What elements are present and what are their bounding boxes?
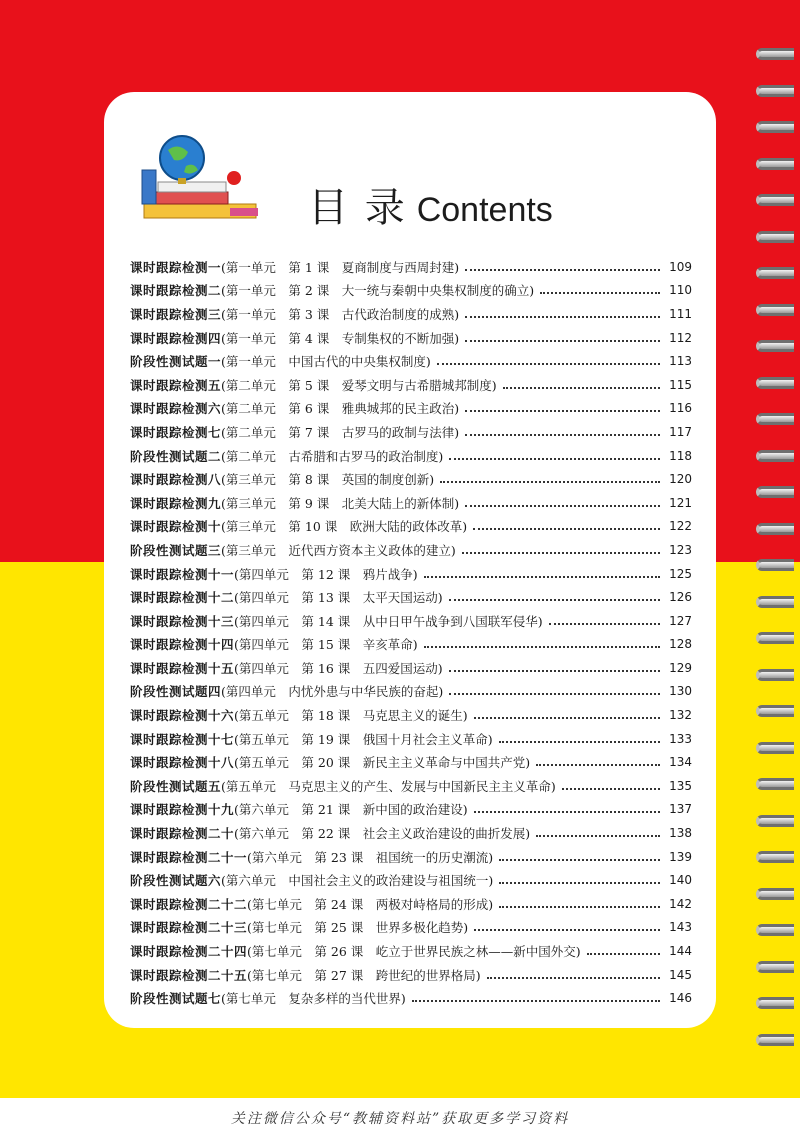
spiral-ring bbox=[756, 377, 794, 389]
dot-leader bbox=[474, 717, 660, 719]
spiral-ring bbox=[756, 961, 794, 973]
toc-entry-heading: 课时跟踪检测四 bbox=[130, 330, 222, 346]
spiral-ring bbox=[756, 669, 794, 681]
dot-leader bbox=[440, 481, 660, 483]
toc-entry-heading: 课时跟踪检测八 bbox=[130, 472, 222, 488]
toc-entry-page: 135 bbox=[669, 778, 692, 793]
toc-entry-detail: (第一单元 中国古代的中央集权制度) bbox=[221, 354, 431, 370]
toc-entry-page: 128 bbox=[669, 637, 692, 652]
toc-entry[interactable] bbox=[130, 349, 692, 373]
dot-leader bbox=[465, 340, 660, 342]
toc-entry-detail: (第五单元 第 19 课 俄国十月社会主义革命) bbox=[234, 731, 493, 747]
title-cn: 目 录 bbox=[308, 185, 407, 231]
toc-entry[interactable] bbox=[130, 444, 692, 468]
spiral-ring bbox=[756, 705, 794, 717]
toc-entry[interactable] bbox=[130, 868, 692, 892]
toc-entry-page: 122 bbox=[669, 519, 692, 534]
dot-leader bbox=[465, 505, 660, 507]
toc-entry-heading: 课时跟踪检测七 bbox=[130, 424, 222, 440]
toc-entry-page: 130 bbox=[669, 684, 692, 699]
toc-entry-detail: (第二单元 第 5 课 爱琴文明与古希腊城邦制度) bbox=[221, 377, 497, 393]
toc-entry-page: 116 bbox=[669, 401, 692, 416]
spiral-ring bbox=[756, 231, 794, 243]
toc-entry-page: 145 bbox=[669, 967, 692, 982]
title-en: Contents bbox=[416, 191, 553, 229]
toc-entry[interactable] bbox=[130, 562, 692, 586]
table-of-contents bbox=[130, 255, 692, 1010]
dot-leader bbox=[437, 363, 660, 365]
dot-leader bbox=[412, 1000, 660, 1002]
toc-entry-heading: 阶段性测试题四 bbox=[130, 684, 222, 700]
toc-entry-page: 143 bbox=[669, 920, 692, 935]
toc-entry-heading: 课时跟踪检测二十二 bbox=[130, 896, 248, 912]
toc-entry[interactable] bbox=[130, 538, 692, 562]
toc-entry-detail: (第六单元 第 23 课 祖国统一的历史潮流) bbox=[247, 849, 494, 865]
toc-entry[interactable] bbox=[130, 326, 692, 350]
dot-leader bbox=[462, 552, 660, 554]
spiral-ring bbox=[756, 121, 794, 133]
toc-entry-detail: (第四单元 第 14 课 从中日甲午战争到八国联军侵华) bbox=[234, 613, 543, 629]
toc-entry-heading: 课时跟踪检测十七 bbox=[130, 731, 235, 747]
toc-entry-detail: (第一单元 第 1 课 夏商制度与西周封建) bbox=[221, 259, 460, 275]
toc-entry-detail: (第一单元 第 4 课 专制集权的不断加强) bbox=[221, 330, 460, 346]
dot-leader bbox=[465, 434, 660, 436]
toc-entry-heading: 课时跟踪检测十一 bbox=[130, 566, 235, 582]
spiral-ring bbox=[756, 523, 794, 535]
toc-entry[interactable] bbox=[130, 255, 692, 279]
toc-entry-heading: 课时跟踪检测十九 bbox=[130, 802, 235, 818]
dot-leader bbox=[587, 953, 660, 955]
toc-entry-detail: (第三单元 第 8 课 英国的制度创新) bbox=[221, 472, 435, 488]
toc-entry-detail: (第一单元 第 2 课 大一统与秦朝中央集权制度的确立) bbox=[221, 283, 535, 299]
toc-entry-detail: (第四单元 第 12 课 鸦片战争) bbox=[234, 566, 418, 582]
spiral-ring bbox=[756, 559, 794, 571]
toc-entry-page: 126 bbox=[669, 590, 692, 605]
toc-entry-heading: 阶段性测试题六 bbox=[130, 873, 222, 889]
toc-entry-heading: 课时跟踪检测五 bbox=[130, 377, 222, 393]
dot-leader bbox=[465, 316, 660, 318]
toc-entry[interactable] bbox=[130, 963, 692, 987]
toc-entry[interactable] bbox=[130, 774, 692, 798]
spiral-ring bbox=[756, 742, 794, 754]
toc-entry-page: 132 bbox=[669, 708, 692, 723]
spiral-binding bbox=[750, 40, 800, 1100]
toc-entry-detail: (第七单元 第 27 课 跨世纪的世界格局) bbox=[247, 967, 481, 983]
toc-entry[interactable] bbox=[130, 986, 692, 1010]
toc-entry-page: 121 bbox=[669, 495, 692, 510]
spiral-ring bbox=[756, 267, 794, 279]
toc-entry[interactable] bbox=[130, 515, 692, 539]
spiral-ring bbox=[756, 888, 794, 900]
footer-note: 关注微信公众号“教辅资料站”获取更多学习资料 bbox=[230, 1111, 570, 1127]
toc-entry-heading: 阶段性测试题七 bbox=[130, 991, 222, 1007]
toc-entry-heading: 课时跟踪检测二十五 bbox=[130, 967, 248, 983]
toc-entry-page: 134 bbox=[669, 755, 692, 770]
dot-leader bbox=[503, 387, 660, 389]
dot-leader bbox=[536, 835, 660, 837]
dot-leader bbox=[424, 576, 660, 578]
toc-entry-heading: 课时跟踪检测二十四 bbox=[130, 944, 248, 960]
toc-entry[interactable] bbox=[130, 609, 692, 633]
toc-entry-detail: (第六单元 第 22 课 社会主义政治建设的曲折发展) bbox=[234, 826, 531, 842]
toc-entry-detail: (第三单元 第 10 课 欧洲大陆的政体改革) bbox=[221, 519, 468, 535]
dot-leader bbox=[449, 599, 660, 601]
toc-entry-page: 118 bbox=[669, 448, 692, 463]
toc-entry[interactable] bbox=[130, 703, 692, 727]
page-title bbox=[308, 176, 553, 233]
toc-entry-page: 110 bbox=[669, 283, 692, 298]
dot-leader bbox=[499, 882, 660, 884]
toc-entry-page: 142 bbox=[669, 896, 692, 911]
toc-entry[interactable] bbox=[130, 892, 692, 916]
dot-leader bbox=[474, 929, 660, 931]
toc-entry-heading: 课时跟踪检测十三 bbox=[130, 613, 235, 629]
toc-entry-heading: 课时跟踪检测二 bbox=[130, 283, 222, 299]
dot-leader bbox=[549, 623, 660, 625]
dot-leader bbox=[465, 410, 660, 412]
toc-entry-heading: 课时跟踪检测十 bbox=[130, 519, 222, 535]
toc-entry-page: 125 bbox=[669, 566, 692, 581]
toc-entry-heading: 课时跟踪检测九 bbox=[130, 495, 222, 511]
spiral-ring bbox=[756, 596, 794, 608]
toc-entry-page: 127 bbox=[669, 613, 692, 628]
toc-entry[interactable] bbox=[130, 845, 692, 869]
spiral-ring bbox=[756, 340, 794, 352]
dot-leader bbox=[487, 977, 660, 979]
toc-entry-detail: (第七单元 第 24 课 两极对峙格局的形成) bbox=[247, 896, 494, 912]
dot-leader bbox=[449, 670, 660, 672]
dot-leader bbox=[449, 693, 660, 695]
toc-entry[interactable] bbox=[130, 798, 692, 822]
toc-entry-heading: 课时跟踪检测六 bbox=[130, 401, 222, 417]
toc-entry-page: 144 bbox=[669, 944, 692, 959]
toc-entry[interactable] bbox=[130, 373, 692, 397]
toc-entry-page: 138 bbox=[669, 826, 692, 841]
toc-entry-page: 111 bbox=[669, 306, 692, 321]
spiral-ring bbox=[756, 413, 794, 425]
toc-entry-heading: 课时跟踪检测二十一 bbox=[130, 849, 248, 865]
toc-entry-detail: (第七单元 第 26 课 屹立于世界民族之林——新中国外交) bbox=[247, 944, 581, 960]
spiral-ring bbox=[756, 815, 794, 827]
toc-entry-heading: 课时跟踪检测三 bbox=[130, 306, 222, 322]
toc-entry[interactable] bbox=[130, 821, 692, 845]
toc-entry-page: 120 bbox=[669, 472, 692, 487]
toc-entry-detail: (第五单元 马克思主义的产生、发展与中国新民主主义革命) bbox=[221, 778, 556, 794]
spiral-ring bbox=[756, 48, 794, 60]
toc-entry-detail: (第五单元 第 18 课 马克思主义的诞生) bbox=[234, 708, 468, 724]
toc-entry[interactable] bbox=[130, 727, 692, 751]
toc-entry-page: 117 bbox=[669, 424, 692, 439]
toc-entry-page: 112 bbox=[669, 330, 692, 345]
globe-books-illustration bbox=[138, 130, 262, 226]
toc-entry-heading: 阶段性测试题五 bbox=[130, 778, 222, 794]
toc-entry[interactable] bbox=[130, 420, 692, 444]
toc-entry-heading: 课时跟踪检测十八 bbox=[130, 755, 235, 771]
toc-entry-page: 133 bbox=[669, 731, 692, 746]
toc-entry[interactable] bbox=[130, 680, 692, 704]
toc-entry-heading: 课时跟踪检测十二 bbox=[130, 590, 235, 606]
toc-entry-page: 115 bbox=[669, 377, 692, 392]
toc-entry-heading: 阶段性测试题三 bbox=[130, 542, 222, 558]
dot-leader bbox=[540, 292, 660, 294]
toc-entry[interactable] bbox=[130, 397, 692, 421]
toc-entry[interactable] bbox=[130, 491, 692, 515]
spiral-ring bbox=[756, 194, 794, 206]
toc-entry[interactable] bbox=[130, 467, 692, 491]
dot-leader bbox=[465, 269, 660, 271]
toc-entry-heading: 阶段性测试题一 bbox=[130, 354, 222, 370]
toc-entry-page: 123 bbox=[669, 542, 692, 557]
toc-entry-page: 109 bbox=[669, 259, 692, 274]
toc-entry-detail: (第五单元 第 20 课 新民主主义革命与中国共产党) bbox=[234, 755, 531, 771]
toc-entry-detail: (第四单元 第 13 课 太平天国运动) bbox=[234, 590, 443, 606]
dot-leader bbox=[499, 741, 660, 743]
spiral-ring bbox=[756, 304, 794, 316]
toc-entry-detail: (第三单元 第 9 课 北美大陆上的新体制) bbox=[221, 495, 460, 511]
spiral-ring bbox=[756, 158, 794, 170]
toc-entry-detail: (第四单元 内忧外患与中华民族的奋起) bbox=[221, 684, 444, 700]
spiral-ring bbox=[756, 997, 794, 1009]
toc-entry-heading: 阶段性测试题二 bbox=[130, 448, 222, 464]
toc-entry-detail: (第二单元 古希腊和古罗马的政治制度) bbox=[221, 448, 444, 464]
dot-leader bbox=[474, 811, 660, 813]
toc-entry-page: 140 bbox=[669, 873, 692, 888]
dot-leader bbox=[449, 458, 660, 460]
dot-leader bbox=[473, 528, 660, 530]
toc-entry[interactable] bbox=[130, 750, 692, 774]
toc-entry[interactable] bbox=[130, 633, 692, 657]
toc-entry-heading: 课时跟踪检测二十 bbox=[130, 826, 235, 842]
toc-entry-detail: (第二单元 第 7 课 古罗马的政制与法律) bbox=[221, 424, 460, 440]
toc-entry-detail: (第三单元 近代西方资本主义政体的建立) bbox=[221, 542, 456, 558]
toc-entry[interactable] bbox=[130, 939, 692, 963]
dot-leader bbox=[424, 646, 660, 648]
toc-entry-detail: (第二单元 第 6 课 雅典城邦的民主政治) bbox=[221, 401, 460, 417]
spiral-ring bbox=[756, 450, 794, 462]
toc-entry-heading: 课时跟踪检测一 bbox=[130, 259, 222, 275]
toc-entry-page: 113 bbox=[669, 354, 692, 369]
spiral-ring bbox=[756, 85, 794, 97]
dot-leader bbox=[499, 859, 660, 861]
toc-entry-detail: (第六单元 第 21 课 新中国的政治建设) bbox=[234, 802, 468, 818]
toc-entry-heading: 课时跟踪检测十六 bbox=[130, 708, 235, 724]
spiral-ring bbox=[756, 924, 794, 936]
toc-entry[interactable] bbox=[130, 656, 692, 680]
toc-entry-heading: 课时跟踪检测十五 bbox=[130, 660, 235, 676]
spiral-ring bbox=[756, 778, 794, 790]
toc-entry-page: 146 bbox=[669, 991, 692, 1006]
dot-leader bbox=[499, 906, 660, 908]
toc-entry-heading: 课时跟踪检测十四 bbox=[130, 637, 235, 653]
toc-entry-page: 137 bbox=[669, 802, 692, 817]
toc-entry-page: 139 bbox=[669, 849, 692, 864]
toc-entry-detail: (第一单元 第 3 课 古代政治制度的成熟) bbox=[221, 306, 460, 322]
dot-leader bbox=[536, 764, 660, 766]
spiral-ring bbox=[756, 632, 794, 644]
spiral-ring bbox=[756, 486, 794, 498]
toc-entry[interactable] bbox=[130, 585, 692, 609]
toc-entry-heading: 课时跟踪检测二十三 bbox=[130, 920, 248, 936]
dot-leader bbox=[562, 788, 660, 790]
toc-entry-detail: (第六单元 中国社会主义的政治建设与祖国统一) bbox=[221, 873, 494, 889]
toc-entry[interactable] bbox=[130, 302, 692, 326]
toc-entry-detail: (第七单元 第 25 课 世界多极化趋势) bbox=[247, 920, 469, 936]
toc-entry[interactable] bbox=[130, 279, 692, 303]
toc-entry-page: 129 bbox=[669, 660, 692, 675]
toc-entry-detail: (第七单元 复杂多样的当代世界) bbox=[221, 991, 406, 1007]
toc-entry-detail: (第四单元 第 16 课 五四爱国运动) bbox=[234, 660, 443, 676]
toc-entry-detail: (第四单元 第 15 课 辛亥革命) bbox=[234, 637, 418, 653]
spiral-ring bbox=[756, 1034, 794, 1046]
spiral-ring bbox=[756, 851, 794, 863]
toc-entry[interactable] bbox=[130, 916, 692, 940]
